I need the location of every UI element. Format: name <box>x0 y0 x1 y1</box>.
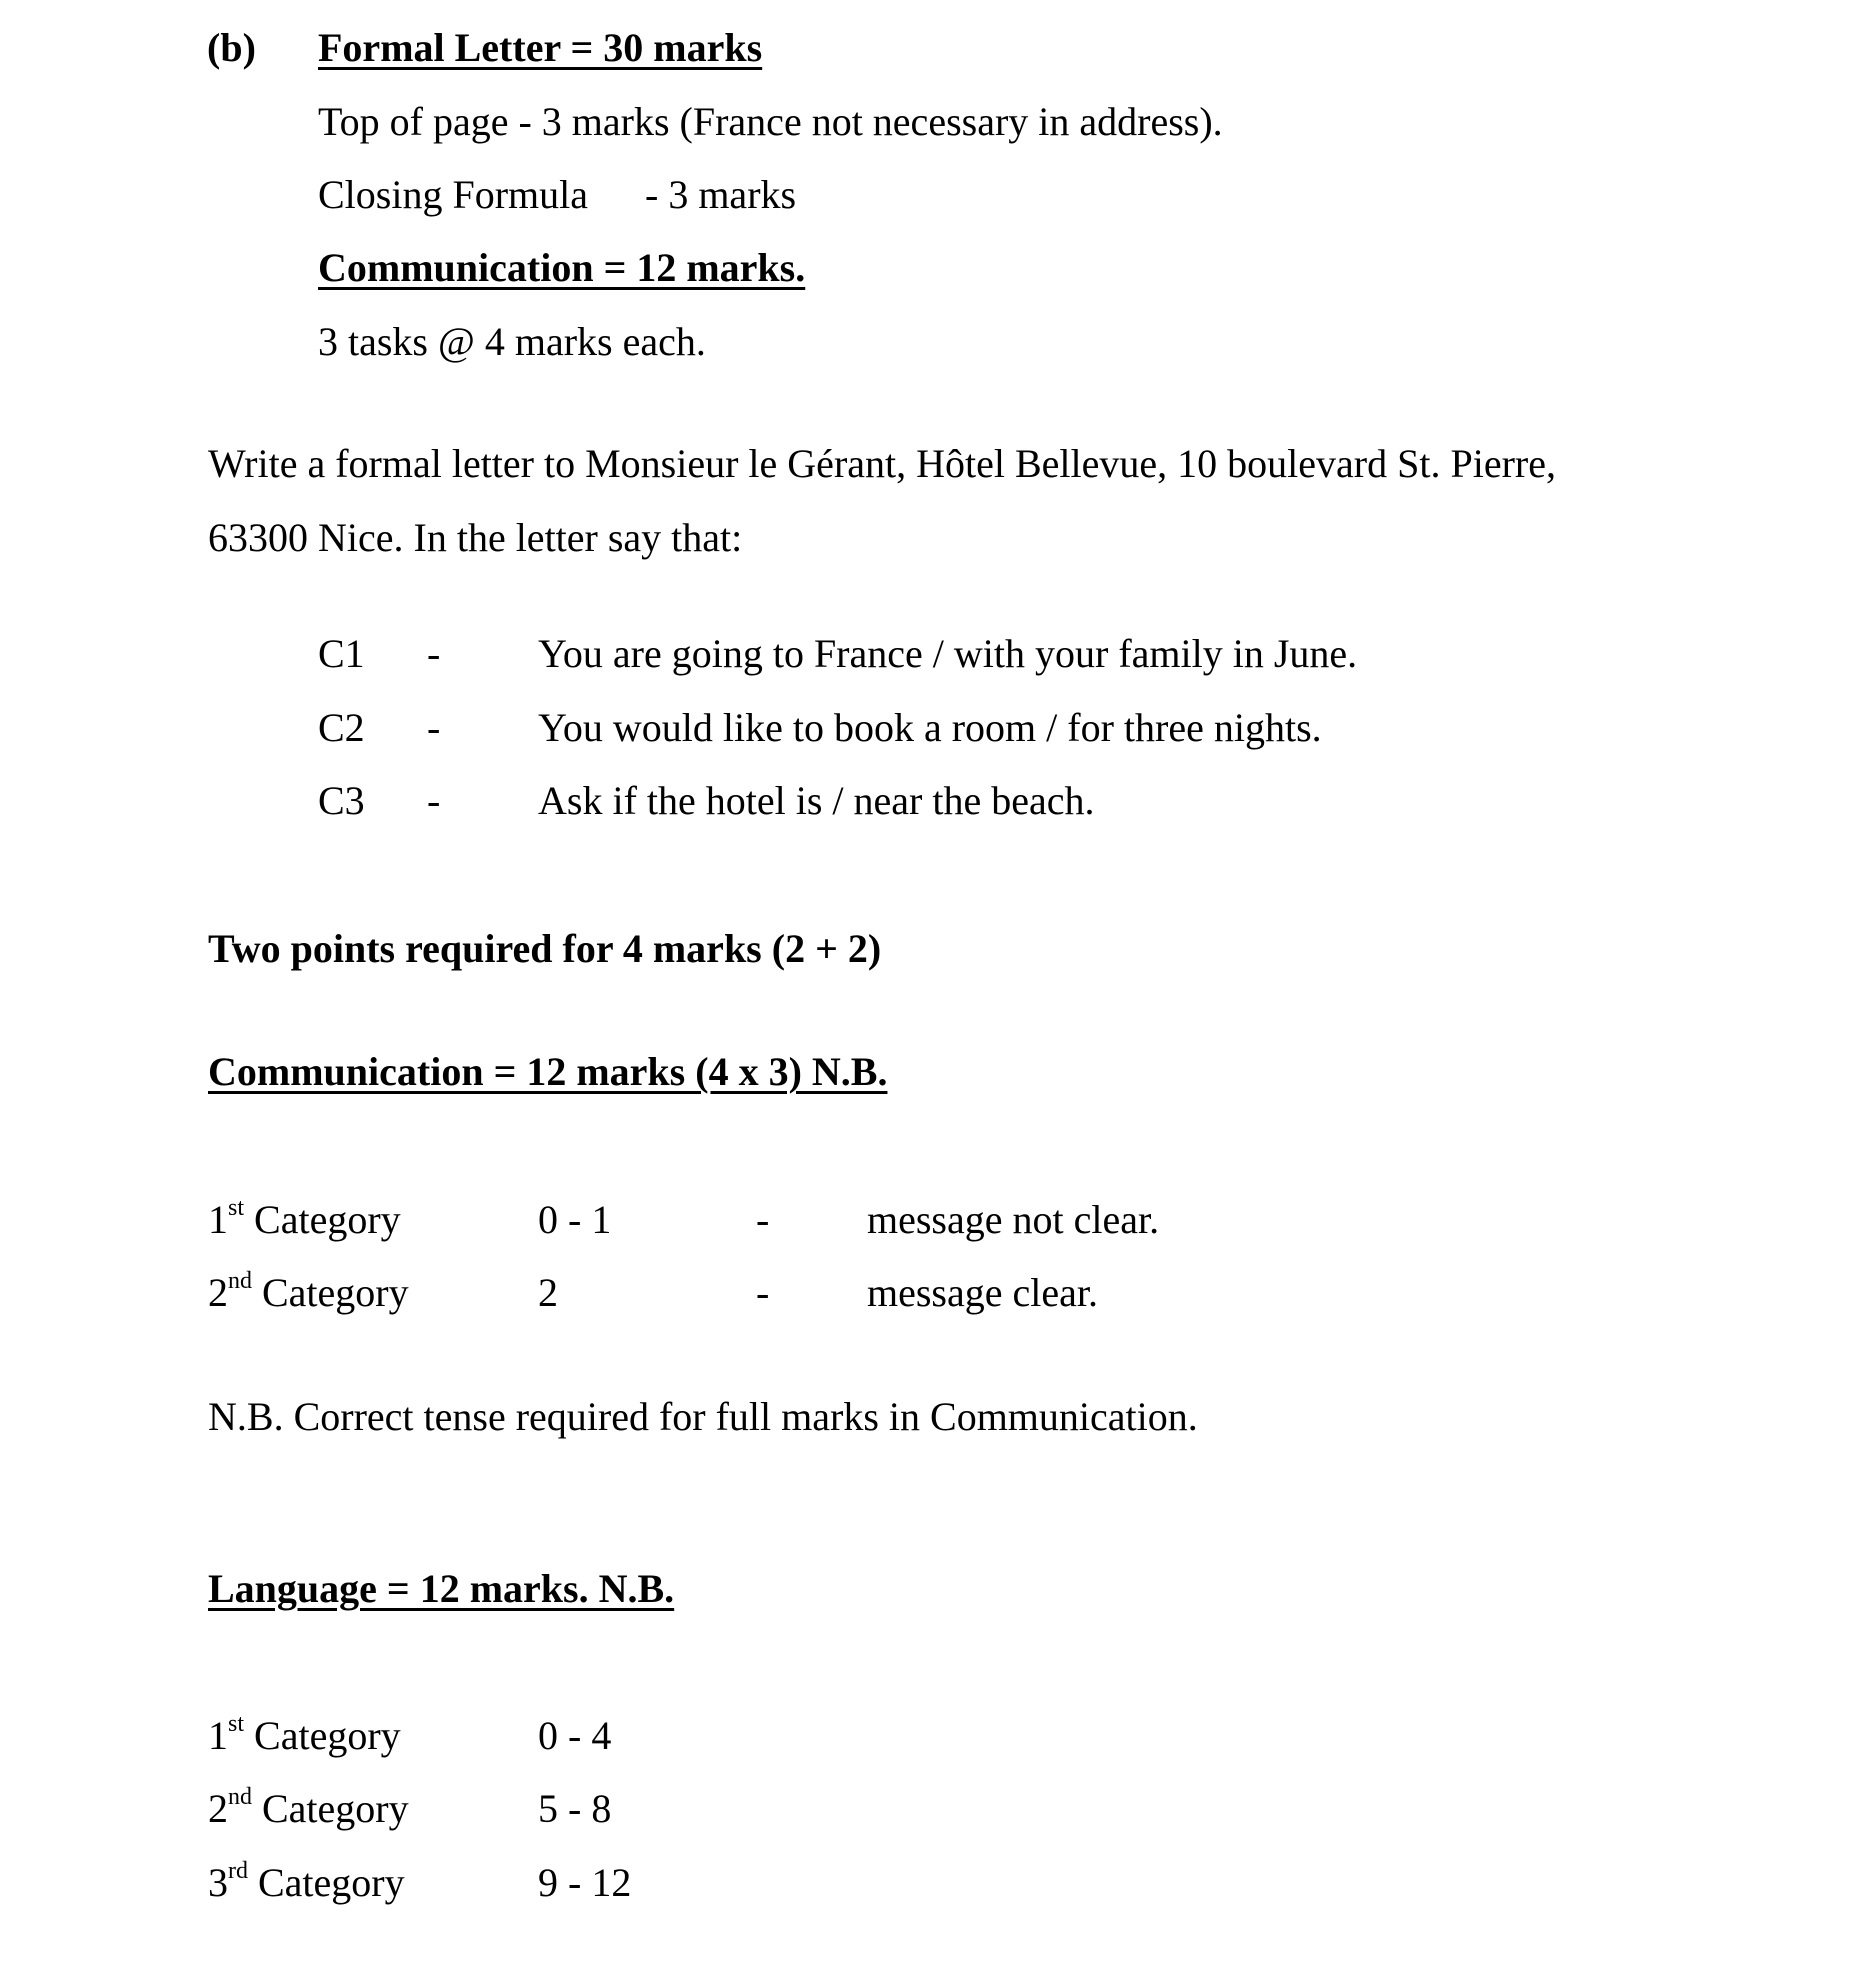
instruction-line-1: Write a formal letter to Monsieur le Gérant, Hôtel Bellevue, 10 boulevard St. Pierre, <box>208 441 1556 486</box>
task-text: Ask if the hotel is / near the beach. <box>538 778 1095 823</box>
communication-heading: Communication = 12 marks (4 x 3) N.B. <box>208 1049 888 1094</box>
task-code: C3 <box>318 778 365 823</box>
category-range: 5 - 8 <box>538 1786 612 1831</box>
section-title: Formal Letter = 30 marks <box>318 25 763 70</box>
instruction-line-2: 63300 Nice. In the letter say that: <box>208 515 743 560</box>
tasks-line: 3 tasks @ 4 marks each. <box>318 319 706 364</box>
category-range: 0 - 1 <box>538 1197 612 1242</box>
language-heading: Language = 12 marks. N.B. <box>208 1566 675 1611</box>
category-dash: - <box>756 1270 770 1315</box>
task-text: You are going to France / with your family in June. <box>538 631 1358 676</box>
task-code: C1 <box>318 631 365 676</box>
task-dash: - <box>427 778 441 823</box>
top-of-page-line: Top of page - 3 marks (France not necessary in address). <box>318 99 1223 144</box>
closing-formula-marks: - 3 marks <box>645 172 797 217</box>
task-text: You would like to book a room / for three nights. <box>538 705 1322 750</box>
category-label: 2nd Category <box>208 1268 409 1315</box>
category-label: 3rd Category <box>208 1858 405 1905</box>
category-range: 9 - 12 <box>538 1860 632 1905</box>
category-label: 1st Category <box>208 1711 401 1758</box>
category-range: 2 <box>538 1270 558 1315</box>
task-dash: - <box>427 705 441 750</box>
section-label: (b) <box>207 25 256 70</box>
category-range: 0 - 4 <box>538 1713 612 1758</box>
category-label: 1st Category <box>208 1195 401 1242</box>
communication-subheading: Communication = 12 marks. <box>318 245 806 290</box>
category-description: message clear. <box>867 1270 1098 1315</box>
closing-formula-label: Closing Formula <box>318 172 589 217</box>
communication-note: N.B. Correct tense required for full marks in Communication. <box>208 1394 1198 1439</box>
task-code: C2 <box>318 705 365 750</box>
task-dash: - <box>427 631 441 676</box>
category-description: message not clear. <box>867 1197 1160 1242</box>
points-required: Two points required for 4 marks (2 + 2) <box>208 926 882 971</box>
category-dash: - <box>756 1197 770 1242</box>
category-label: 2nd Category <box>208 1784 409 1831</box>
